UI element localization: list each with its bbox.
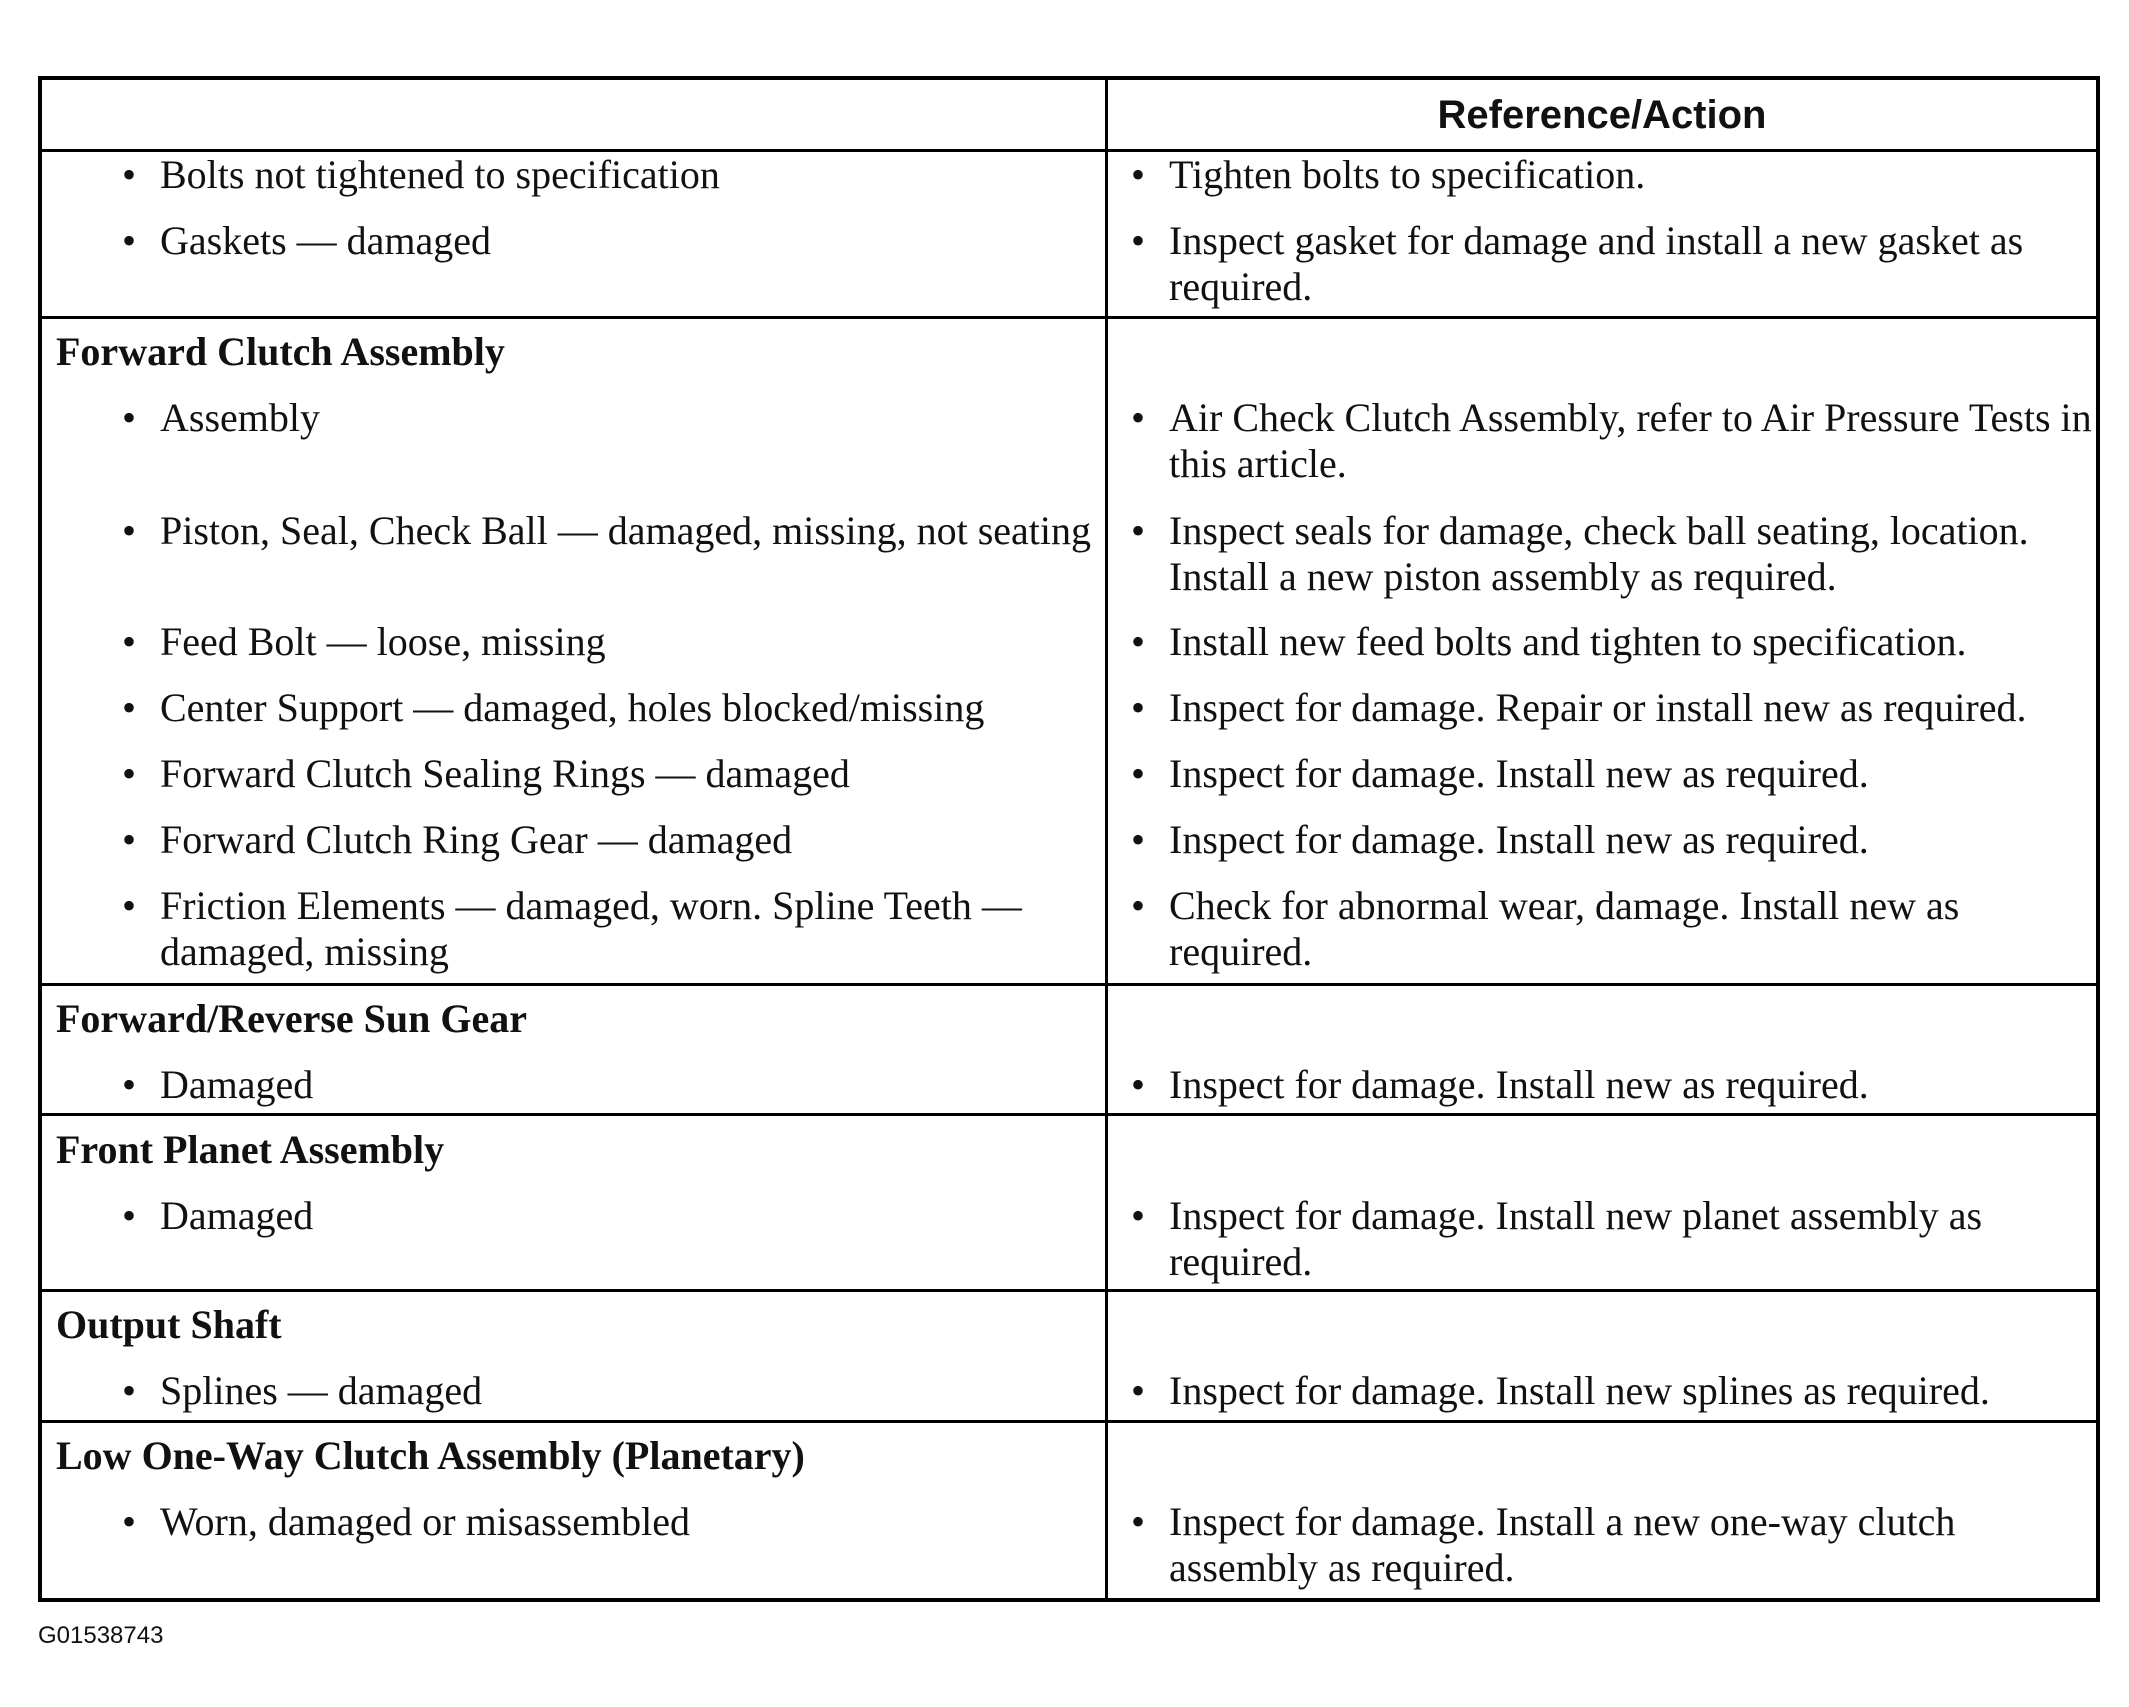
action-item: • Inspect seals for damage, check ball seating, location. Install a new piston assembly as required. bbox=[1131, 508, 2029, 599]
reference-action-header: Reference/Action bbox=[1437, 92, 1767, 137]
problem-item: • Assembly bbox=[122, 395, 320, 440]
section-heading: Low One-Way Clutch Assembly (Planetary) bbox=[56, 1433, 805, 1478]
section-divider bbox=[42, 1113, 2096, 1116]
problem-item: • Center Support — damaged, holes blocked/missing bbox=[122, 685, 985, 730]
problem-item: • Worn, damaged or misassembled bbox=[122, 1499, 690, 1544]
problem-item: • Forward Clutch Ring Gear — damaged bbox=[122, 817, 793, 862]
problem-item: • Bolts not tightened to specification bbox=[122, 152, 720, 197]
action-item: • Inspect for damage. Install new as required. bbox=[1131, 1062, 1869, 1107]
diagnosis-table bbox=[38, 76, 2100, 1602]
action-item: • Inspect for damage. Install new as required. bbox=[1131, 751, 1869, 796]
action-item: • Inspect for damage. Install new splines as required. bbox=[1131, 1368, 1990, 1413]
section-heading: Forward/Reverse Sun Gear bbox=[56, 996, 528, 1041]
section-divider bbox=[42, 983, 2096, 986]
action-item: • Inspect for damage. Install a new one-way clutch assembly as required. bbox=[1131, 1499, 1956, 1590]
action-item: • Inspect for damage. Install new as required. bbox=[1131, 817, 1869, 862]
problem-item: • Piston, Seal, Check Ball — damaged, missing, not seating bbox=[122, 508, 1092, 553]
problem-item: • Splines — damaged bbox=[122, 1368, 483, 1413]
section-heading: Front Planet Assembly bbox=[56, 1127, 445, 1172]
section-divider bbox=[42, 1420, 2096, 1423]
action-item: • Inspect for damage. Install new planet assembly as required. bbox=[1131, 1193, 1983, 1284]
section-divider bbox=[42, 316, 2096, 319]
action-item: • Tighten bolts to specification. bbox=[1131, 152, 1646, 197]
action-item: • Inspect for damage. Repair or install new as required. bbox=[1131, 685, 2027, 730]
problem-item: • Damaged bbox=[122, 1193, 314, 1238]
section-heading: Output Shaft bbox=[56, 1302, 282, 1347]
section-heading: Forward Clutch Assembly bbox=[56, 329, 505, 374]
section-divider bbox=[42, 1289, 2096, 1292]
action-item: • Air Check Clutch Assembly, refer to Air Pressure Tests in this article. bbox=[1131, 395, 2092, 486]
action-item: • Inspect gasket for damage and install a new gasket as required. bbox=[1131, 218, 2024, 309]
problem-item: • Forward Clutch Sealing Rings — damaged bbox=[122, 751, 850, 796]
figure-id: G01538743 bbox=[38, 1622, 164, 1649]
action-item: • Check for abnormal wear, damage. Install new as required. bbox=[1131, 883, 1960, 974]
action-item: • Install new feed bolts and tighten to specification. bbox=[1131, 619, 1967, 664]
problem-item: • Friction Elements — damaged, worn. Spline Teeth — damaged, missing bbox=[122, 883, 1022, 974]
problem-item: • Gaskets — damaged bbox=[122, 218, 492, 263]
problem-item: • Feed Bolt — loose, missing bbox=[122, 619, 606, 664]
problem-item: • Damaged bbox=[122, 1062, 314, 1107]
